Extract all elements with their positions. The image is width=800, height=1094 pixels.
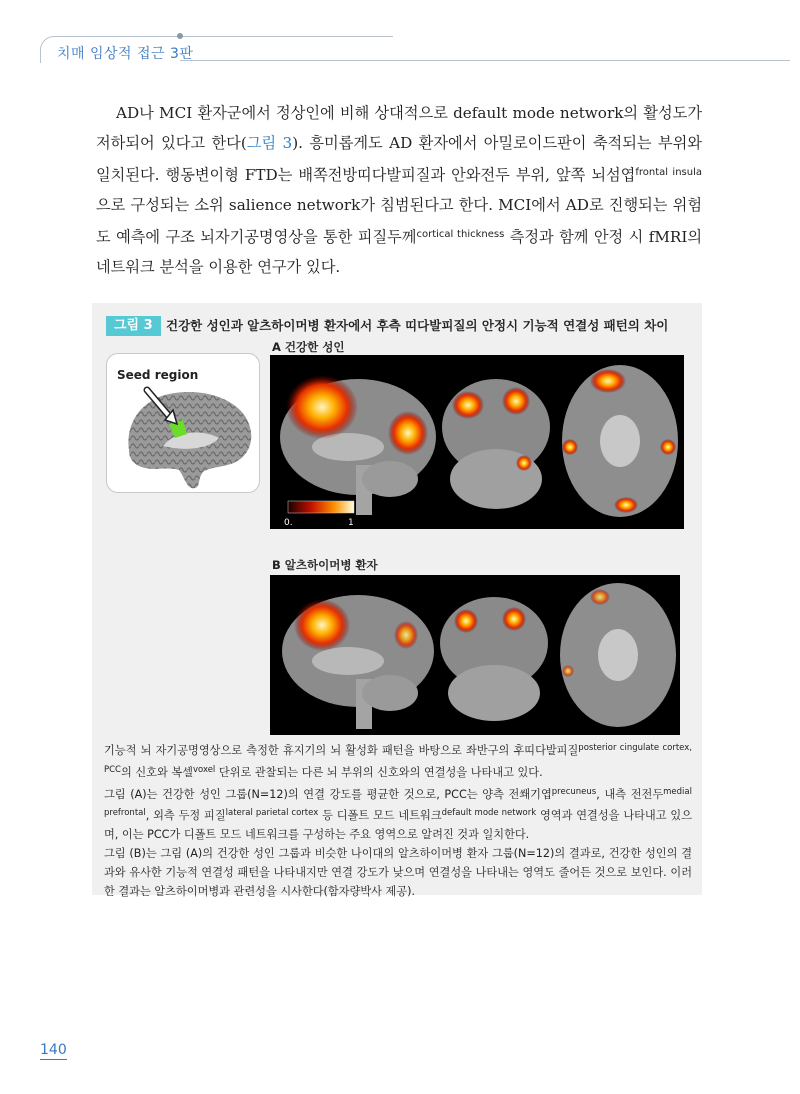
seed-region-inset	[106, 353, 260, 493]
body-text-2: ). 흥미롭게도 AD 환자에서 아밀로이드판이 축적되는 부위와 일치된다. 행동변이형 FTD는 배쪽전방띠다발피질과 안와전두 부위, 앞쪽 뇌섬엽	[96, 134, 702, 184]
panel-b-image	[270, 575, 680, 735]
page-number: 140	[40, 1042, 67, 1058]
panel-b-brain-slices	[270, 575, 680, 735]
caption-superscript: voxel	[192, 764, 216, 775]
caption-paragraph-3	[104, 845, 692, 901]
color-scale-max: 1	[348, 518, 354, 528]
body-text-4: 측정과 함께 안정 시 fMRI의 네트워크 분석을 이용한 연구가 있다.	[96, 228, 702, 276]
body-paragraph	[96, 98, 702, 282]
caption-superscript: lateral parietal cortex	[225, 808, 319, 819]
header-dot	[177, 33, 183, 39]
caption-text: 등 디폴트 모드 네트워크	[318, 809, 442, 823]
caption-text: 기능적 뇌 자기공명영상으로 측정한 휴지기의 뇌 활성화 패턴을 바탕으로 좌반구의 후띠다발피질	[104, 744, 579, 757]
caption-text: , 외측 두정 피질	[145, 809, 226, 823]
caption-text: 그림 (B)는 그림 (A)의 건강한 성인 그룹과 비슷한 나이대의 알츠하이머병 환자 그룹(N=12)의 결과로, 건강한 성인의 결과와 유사한 기능적 연결성 패턴을 나타내지만 연결 강도가 낮으며 연결성을 나타내는 영역도 줄어든 것으로 보인다. 이러한 결과는 알츠하이머병과 관련성을 시사한다(함자량박사 제공).	[104, 846, 692, 898]
caption-superscript: default mode network	[441, 808, 537, 819]
panel-b-label: B 알츠하이머병 환자	[272, 558, 378, 572]
figure-3	[92, 303, 702, 898]
running-header	[40, 36, 393, 63]
caption-superscript: posterior cingulate cortex, PCC	[104, 743, 692, 775]
caption-superscript: precuneus	[551, 786, 597, 797]
body-text-3: 으로 구성되는 소위 salience network가 침범된다고 한다. MCI에서 AD로 진행되는 위험도 예측에 구조 뇌자기공명영상을 통한 피질두께	[96, 196, 702, 246]
caption-text: 영역과 연결성을 나타내고 있으며, 이는 PCC가 디폴트 모드 네트워크를 구성하는 주요 영역으로 알려진 것과 일치한다.	[104, 809, 692, 842]
figure-label-badge: 그림 3	[106, 316, 161, 336]
seed-region-label: Seed region	[117, 368, 199, 382]
body-superscript-1: frontal insula	[635, 167, 702, 178]
panel-a-image	[270, 355, 684, 529]
color-scale-bar	[288, 501, 354, 513]
caption-superscript: medial prefrontal	[104, 786, 692, 819]
caption-text: 그림 (A)는 건강한 성인 그룹(N=12)의 연결 강도를 평균한 것으로, PCC는 양측 전쐐기엽	[104, 787, 552, 801]
running-header-title: 치매 임상적 접근 3판	[57, 46, 194, 62]
caption-paragraph-2	[104, 783, 692, 845]
caption-text: , 내측 전전두	[596, 787, 664, 801]
figure-title: 건강한 성인과 알츠하이머병 환자에서 후측 띠다발피질의 안정시 기능적 연결성 패턴의 차이	[166, 318, 669, 333]
figure-caption	[104, 739, 692, 901]
caption-paragraph-1	[104, 739, 692, 783]
caption-text: 단위로 관찰되는 다른 뇌 부위의 신호와의 연결성을 나타내고 있다.	[215, 765, 543, 779]
caption-text: 의 신호와 복셀	[121, 765, 193, 779]
body-text-1: AD나 MCI 환자군에서 정상인에 비해 상대적으로 default mode network의 활성도가 저하되어 있다고 한다(	[96, 104, 702, 152]
seed-brain-illustration	[107, 354, 259, 492]
figure-reference-link[interactable]: 그림 3	[246, 134, 293, 152]
header-rule	[180, 60, 790, 61]
body-superscript-2: cortical thickness	[416, 229, 505, 240]
panel-a-label: A 건강한 성인	[272, 340, 345, 354]
color-scale-min: 0.	[284, 518, 293, 528]
panel-a-brain-slices	[270, 355, 684, 529]
